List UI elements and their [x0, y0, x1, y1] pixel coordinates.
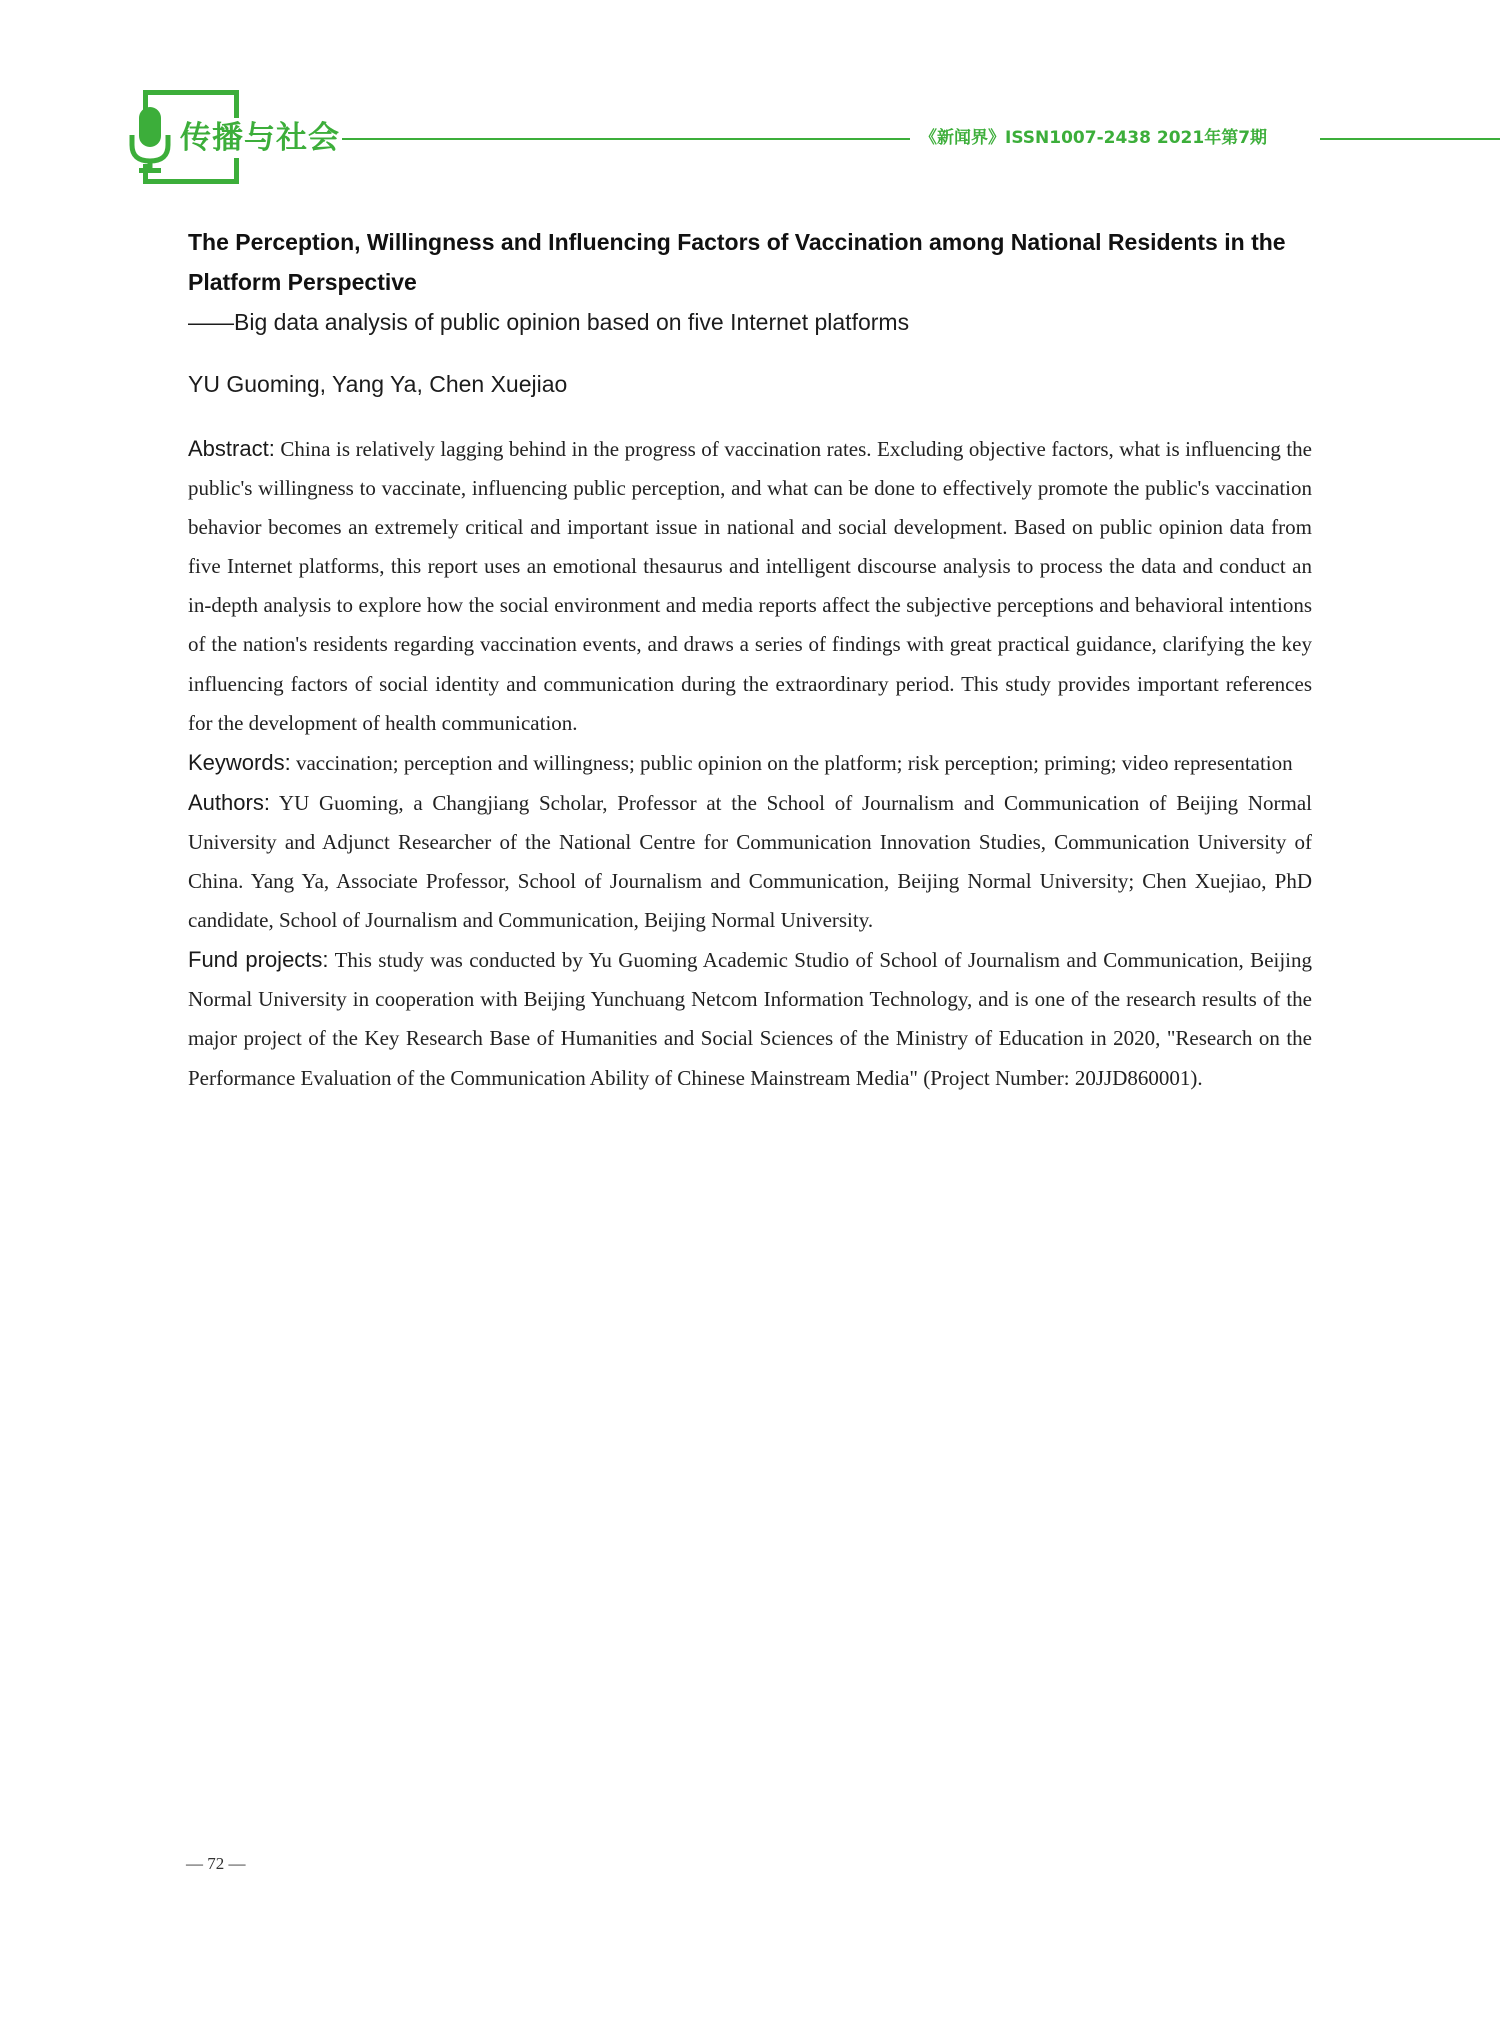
fund-paragraph	[188, 940, 1312, 1097]
article	[188, 222, 1312, 1098]
header-rule-right	[1320, 138, 1500, 140]
abstract-paragraph	[188, 429, 1312, 743]
fund-text: This study was conducted by Yu Guoming Academic Studio of School of Journalism and Communication, Beijing Normal University in cooperation with Beijing Yunchuang Netcom Information Technology, and is one of the research results of the major project of the Key Research Base of Humanities and Social Sciences of the Ministry of Education in 2020, "Research on the Performance Evaluation of the Communication Ability of Chinese Mainstream Media" (Project Number: 20JJD860001).	[188, 948, 1313, 1090]
authors-info-paragraph	[188, 783, 1312, 940]
keywords-label: Keywords:	[188, 749, 291, 775]
header-rule-left	[342, 138, 910, 140]
abstract-text: China is relatively lagging behind in the progress of vaccination rates. Excluding objective factors, what is influencing the public's willingness to vaccinate, influencing public perception, and what can be done to effectively promote the public's vaccination behavior becomes an extremely critical and important issue in national and social development. Based on public opinion data from five Internet platforms, this report uses an emotional thesaurus and intelligent discourse analysis to process the data and conduct an in-depth analysis to explore how the social environment and media reports affect the subjective perceptions and behavioral intentions of the nation's residents regarding vaccination events, and draws a series of findings with great practical guidance, clarifying the key influencing factors of social identity and communication during the extraordinary period. This study provides important references for the development of health communication.	[188, 437, 1312, 735]
journal-issue-info: 《新闻界》ISSN1007-2438 2021年第7期	[920, 128, 1268, 148]
keywords-text: vaccination; perception and willingness; public opinion on the platform; risk perception; priming; video representation	[295, 750, 1293, 775]
page-number: — 72 —	[186, 1854, 246, 1873]
article-body	[188, 429, 1312, 1098]
keywords-paragraph	[188, 743, 1312, 783]
article-subtitle: ——Big data analysis of public opinion based on five Internet platforms	[188, 309, 910, 335]
journal-section-name: 传播与社会	[180, 118, 344, 158]
page-header	[0, 0, 1500, 200]
article-title: The Perception, Willingness and Influencing Factors of Vaccination among National Residents in the Platform Perspective	[188, 229, 1286, 295]
fund-label: Fund projects:	[188, 947, 329, 973]
authors-info-text: YU Guoming, a Changjiang Scholar, Professor at the School of Journalism and Communication of Beijing Normal University and Adjunct Researcher of the National Centre for Communication Innovation Studies, Communication University of China. Yang Ya, Associate Professor, School of Journalism and Communication, Beijing Normal University; Chen Xuejiao, PhD candidate, School of Journalism and Communication, Beijing Normal University.	[188, 790, 1312, 933]
microphone-icon	[127, 105, 173, 175]
authors-info-label: Authors:	[188, 789, 270, 815]
article-authors: YU Guoming, Yang Ya, Chen Xuejiao	[188, 371, 568, 397]
abstract-label: Abstract:	[188, 436, 275, 461]
